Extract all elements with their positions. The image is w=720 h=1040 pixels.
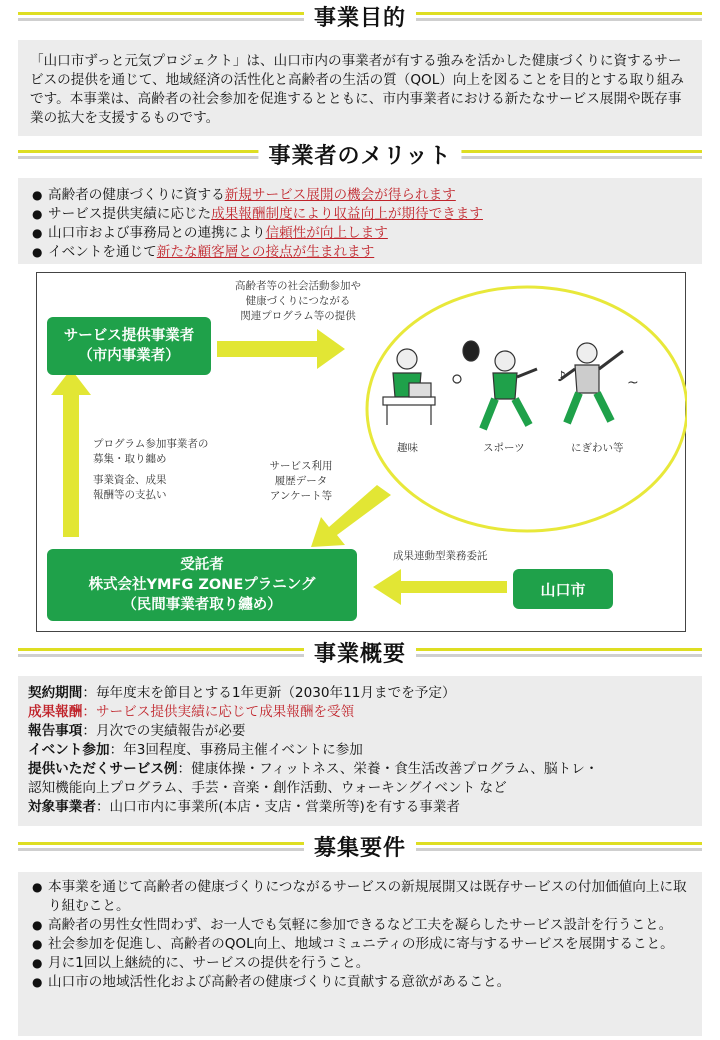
requirement-item: ● 本事業を通じて高齢者の健康づくりにつながるサービスの新規展開又は既存サービスの付加価値向上に取り組むこと。 [32, 878, 692, 916]
requirement-item: ● 社会参加を促進し、高齢者のQOL向上、地域コミュニティの形成に寄与するサービスを展開すること。 [32, 935, 692, 954]
music-figure [561, 343, 623, 423]
section-header-overview [18, 640, 702, 670]
arrow-left [373, 569, 507, 605]
label-left: プログラム参加事業者の 募集・取り纏め 事業資金、成果 報酬等の支払い [93, 438, 209, 501]
overview-row: 成果報酬：サービス提供実績に応じて成果報酬を受領 [28, 704, 355, 720]
requirements-box [18, 872, 702, 1036]
merit-item: ● 山口市および事務局との連携により信頼性が向上します [32, 224, 692, 243]
section-title: 事業者のメリット [258, 142, 461, 172]
overview-row: 報告事項：月次での実績報告が必要 [28, 723, 246, 739]
requirement-item: ● 高齢者の男性女性問わず、お一人でも気軽に参加できるなど工夫を凝らしたサービス設計を行うこと。 [32, 916, 692, 935]
section-header-requirements [18, 834, 702, 864]
section-title: 事業目的 [304, 4, 416, 34]
activity-label-sports: スポーツ [483, 442, 525, 454]
provider-box: サービス提供事業者 （市内事業者） [47, 317, 211, 375]
activities-ellipse [367, 287, 687, 531]
activity-label-hobby: 趣味 [397, 442, 418, 454]
city-box: 山口市 [513, 569, 613, 609]
label-top: 高齢者等の社会活動参加や 健康づくりにつながる 関連プログラム等の提供 [235, 280, 361, 322]
overview-row: 提供いただくサービス例：健康体操・フィットネス、栄養・食生活改善プログラム、脳トレ・ [28, 761, 599, 777]
merit-item: ● イベントを通じて新たな顧客層との接点が生まれます [32, 243, 692, 262]
section-header-purpose [18, 4, 702, 34]
svg-text:♪: ♪ [557, 369, 566, 385]
label-mid: サービス利用 履歴データ アンケート等 [269, 460, 333, 502]
purpose-text: 「山口市ずっと元気プロジェクト」は、山口市内の事業者が有する強みを活かした健康づくりに資するサービスの提供を通じて、地域経済の活性化と高齢者の生活の質（QOL）向上を図ることを目的とする取り組みです。本事業は、高齢者の社会参加を促進するとともに、市内事業者における新たなサービス展開や既存事業の拡大を支援するものです。 [30, 53, 685, 126]
merit-item: ● 高齢者の健康づくりに資する新規サービス展開の機会が得られます [32, 186, 692, 205]
merit-item: ● サービス提供実績に応じた成果報酬制度により収益向上が期待できます [32, 205, 692, 224]
label-bottom: 成果連動型業務委託 [393, 550, 488, 562]
activity-label-music: にぎわい等 [571, 442, 624, 454]
contractor-box: 受託者 株式会社YMFG ZONEプラニング （民間事業者取り纏め） [47, 549, 357, 621]
merits-box [18, 178, 702, 264]
overview-box [18, 676, 702, 826]
section-title: 事業概要 [304, 640, 416, 670]
svg-text:~: ~ [627, 375, 639, 391]
overview-row: 契約期間：毎年度末を節目とする1年更新（2030年11月までを予定） [28, 685, 456, 701]
hobby-figure [383, 349, 435, 425]
purpose-box [18, 40, 702, 136]
arrow-right [217, 329, 345, 369]
requirement-item: ● 月に1回以上継続的に、サービスの提供を行うこと。 [32, 954, 692, 973]
overview-row: 対象事業者：山口市内に事業所(本店・支店・営業所等)を有する事業者 [28, 799, 461, 815]
section-title: 募集要件 [304, 834, 416, 864]
arrow-up [51, 369, 91, 537]
overview-row: 認知機能向上プログラム、手芸・音楽・創作活動、ウォーキングイベント など [28, 780, 507, 796]
section-header-merits [18, 142, 702, 172]
overview-row: イベント参加：年3回程度、事務局主催イベントに参加 [28, 742, 363, 758]
requirement-item: ● 山口市の地域活性化および高齢者の健康づくりに貢献する意欲があること。 [32, 973, 692, 992]
sports-figure [453, 341, 537, 429]
scheme-diagram [36, 272, 686, 632]
